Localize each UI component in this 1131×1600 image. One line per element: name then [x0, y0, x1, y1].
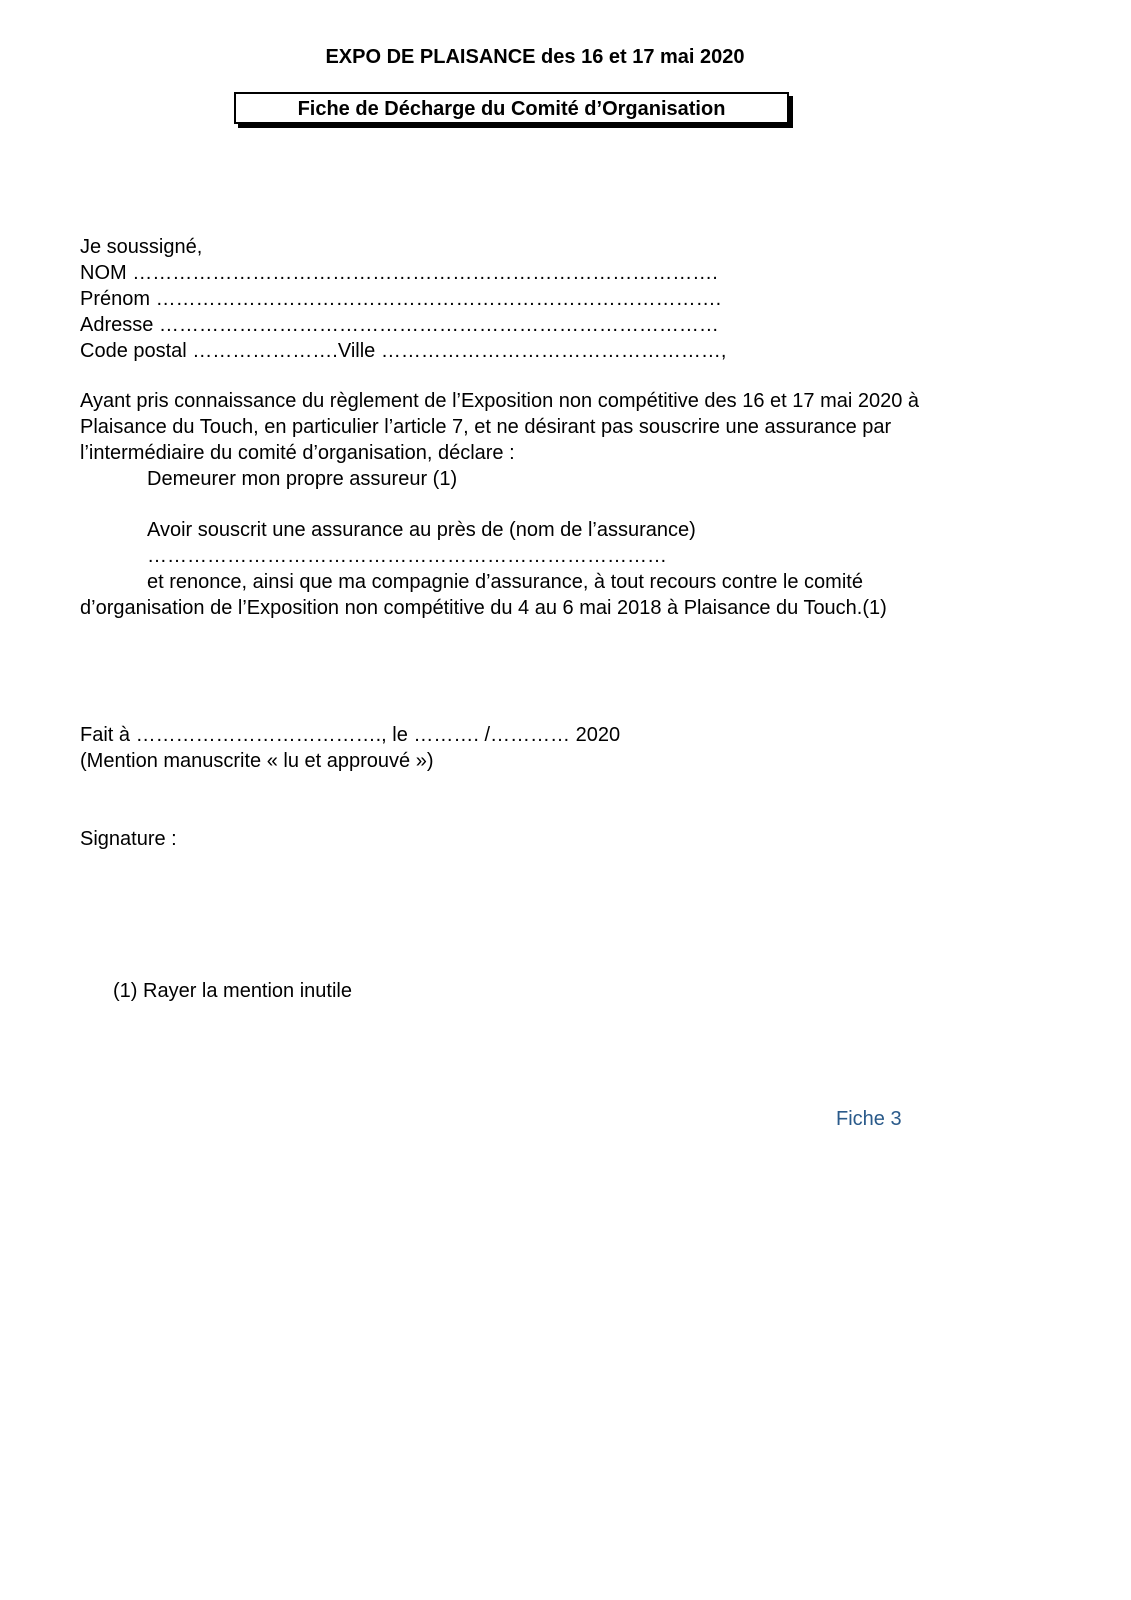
declaration-line-3: l’intermédiaire du comité d’organisation, déclare :	[80, 442, 515, 464]
nom-field: NOM …………………………………………………………………………….	[80, 262, 718, 284]
renounce-line-1: et renonce, ainsi que ma compagnie d’assurance, à tout recours contre le comité	[147, 571, 863, 593]
insurance-name-field: ……………………………………………………………………	[147, 545, 667, 567]
mention-text: (Mention manuscrite « lu et approuvé »)	[80, 750, 434, 772]
document-title: EXPO DE PLAISANCE des 16 et 17 mai 2020	[325, 46, 745, 68]
renounce-line-2: d’organisation de l’Exposition non compétitive du 4 au 6 mai 2018 à Plaisance du Touch.(1)	[80, 597, 887, 619]
signature-label: Signature :	[80, 828, 177, 850]
option-own-insurer: Demeurer mon propre assureur (1)	[147, 468, 458, 490]
document-subtitle: Fiche de Décharge du Comité d’Organisation	[297, 98, 726, 120]
code-postal-ville-field: Code postal ………………….Ville ……………………………………………,	[80, 340, 727, 362]
page-label: Fiche 3	[836, 1108, 902, 1130]
intro-text: Je soussigné,	[80, 236, 203, 258]
footnote: (1) Rayer la mention inutile	[113, 980, 352, 1002]
prenom-field: Prénom ………………………………………………………………………….	[80, 288, 722, 310]
option-subscribed-insurance: Avoir souscrit une assurance au près de (nom de l’assurance)	[147, 519, 696, 541]
adresse-field: Adresse …………………………………………………………………………	[80, 314, 719, 336]
fait-a-field: Fait à ………………………………., le ………. /………… 2020	[80, 724, 621, 746]
declaration-line-1: Ayant pris connaissance du règlement de l’Exposition non compétitive des 16 et 17 mai 2020 à	[80, 390, 920, 412]
declaration-line-2: Plaisance du Touch, en particulier l’article 7, et ne désirant pas souscrire une assurance par	[80, 416, 892, 438]
